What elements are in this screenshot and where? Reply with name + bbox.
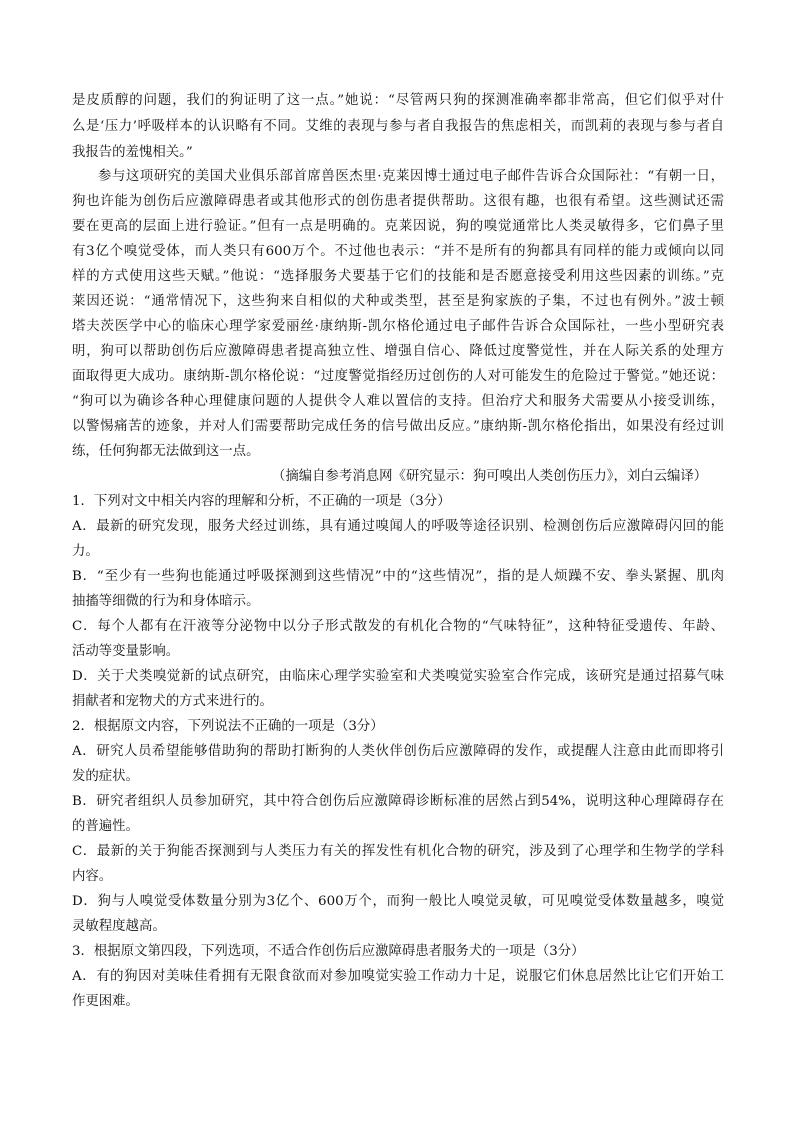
source-citation: （摘编自参考消息网《研究显示：狗可嗅出人类创伤压力》，刘白云编译） bbox=[272, 469, 708, 484]
paragraph-line: 塔夫茨医学中心的临床心理学家爱丽丝·康纳斯-凯尔格伦通过电子邮件告诉合众国际社，一些小型研究表 bbox=[72, 319, 724, 334]
paragraph-line: 样的方式使用这些天赋。”他说：“选择服务犬要基于它们的技能和是否愿意接受利用这些因素的训练。”克 bbox=[72, 269, 724, 284]
question-2-option-c-cont: 内容。 bbox=[72, 869, 113, 884]
question-1-option-b-cont: 抽搐等细微的行为和身体暗示。 bbox=[72, 594, 260, 609]
paragraph-line: 要在更高的层面上进行验证。”但有一点是明确的。克莱因说，狗的嗅觉通常比人类灵敏得多，它们鼻子里 bbox=[72, 219, 724, 234]
question-2-option-a-cont: 发的症状。 bbox=[72, 769, 139, 784]
paragraph-line: 么是‘压力’呼吸样本的认识略有不同。艾维的表现与参与者自我报告的焦虑相关，而凯莉的表现与参与者自 bbox=[72, 119, 724, 134]
paragraph-line: 以警惕痛苦的迹象，并对人们需要帮助完成任务的信号做出反应。”康纳斯-凯尔格伦指出，如果没有经过训 bbox=[72, 419, 724, 434]
question-2-option-c: C．最新的关于狗能否探测到与人类压力有关的挥发性有机化合物的研究，涉及到了心理学和生物学的学科 bbox=[72, 844, 724, 859]
paragraph-line: 明，狗可以帮助创伤后应激障碍患者提高独立性、增强自信心、降低过度警觉性，并在人际关系的处理方 bbox=[72, 344, 724, 359]
question-2-option-d-cont: 灵敏程度越高。 bbox=[72, 919, 166, 934]
question-1-option-b: B．“至少有一些狗也能通过呼吸探测到这些情况”中的“这些情况”，指的是人烦躁不安、拳头紧握、肌肉 bbox=[72, 569, 724, 584]
question-1-option-a: A．最新的研究发现，服务犬经过训练，具有通过嗅闻人的呼吸等途径识别、检测创伤后应激障碍闪回的能 bbox=[72, 519, 724, 534]
paragraph-line: 参与这项研究的美国犬业俱乐部首席兽医杰里·克莱因博士通过电子邮件告诉合众国际社：“有朝一日， bbox=[98, 169, 724, 184]
question-2-stem: 2．根据原文内容，下列说法不正确的一项是（3分） bbox=[72, 719, 384, 734]
paragraph-line: 我报告的羞愧相关。” bbox=[72, 145, 193, 160]
paragraph-line: 是皮质醇的问题，我们的狗证明了这一点。”她说：“尽管两只狗的探测准确率都非常高，但它们似乎对什 bbox=[72, 93, 724, 108]
question-1-stem: 1．下列对文中相关内容的理解和分析，不正确的一项是（3分） bbox=[72, 494, 451, 509]
question-1-option-c-cont: 活动等变量影响。 bbox=[72, 644, 180, 659]
paragraph-line: 面取得更大成功。康纳斯-凯尔格伦说：“过度警觉指经历过创伤的人对可能发生的危险过于警觉。”她还说： bbox=[72, 369, 724, 384]
question-1-option-d-cont: 捐献者和宠物犬的方式来进行的。 bbox=[72, 694, 273, 709]
paragraph-line: “狗可以为确诊各种心理健康问题的人提供令人难以置信的支持。但治疗犬和服务犬需要从小接受训练， bbox=[72, 394, 724, 409]
question-2-option-b-cont: 的普遍性。 bbox=[72, 819, 139, 834]
question-1-option-c: C．每个人都有在汗液等分泌物中以分子形式散发的有机化合物的“气味特征”，这种特征受遗传、年龄、 bbox=[72, 619, 724, 634]
question-2-option-d: D．狗与人嗅觉受体数量分别为3亿个、600万个，而狗一般比人嗅觉灵敏，可见嗅觉受体数量越多，嗅觉 bbox=[72, 894, 724, 909]
question-3-option-a-cont: 作更困难。 bbox=[72, 994, 139, 1009]
question-1-option-d: D．关于犬类嗅觉新的试点研究，由临床心理学实验室和犬类嗅觉实验室合作完成，该研究是通过招募气味 bbox=[72, 669, 724, 684]
question-1-option-a-cont: 力。 bbox=[72, 544, 99, 559]
paragraph-line: 有3亿个嗅觉受体，而人类只有600万个。不过他也表示：“并不是所有的狗都具有同样的能力或倾向以同 bbox=[72, 244, 724, 259]
paragraph-line: 狗也许能为创伤后应激障碍患者或其他形式的创伤患者提供帮助。这很有趣，也很有希望。这些测试还需 bbox=[72, 194, 724, 209]
paragraph-line: 莱因还说：“通常情况下，这些狗来自相似的犬种或类型，甚至是狗家族的子集，不过也有例外。”波士顿 bbox=[72, 294, 724, 309]
question-2-option-b: B．研究者组织人员参加研究，其中符合创伤后应激障碍诊断标准的居然占到54%，说明这种心理障碍存在 bbox=[72, 794, 724, 809]
question-3-option-a: A．有的狗因对美味佳肴拥有无限食欲而对参加嗅觉实验工作动力十足，说服它们休息居然比让它们开始工 bbox=[72, 969, 724, 984]
paragraph-line: 练，任何狗都无法做到这一点。 bbox=[72, 444, 260, 459]
question-3-stem: 3．根据原文第四段，下列选项，不适合作创伤后应激障碍患者服务犬的一项是（3分） bbox=[72, 944, 585, 959]
question-2-option-a: A．研究人员希望能够借助狗的帮助打断狗的人类伙伴创伤后应激障碍的发作，或提醒人注意由此而即将引 bbox=[72, 744, 724, 759]
